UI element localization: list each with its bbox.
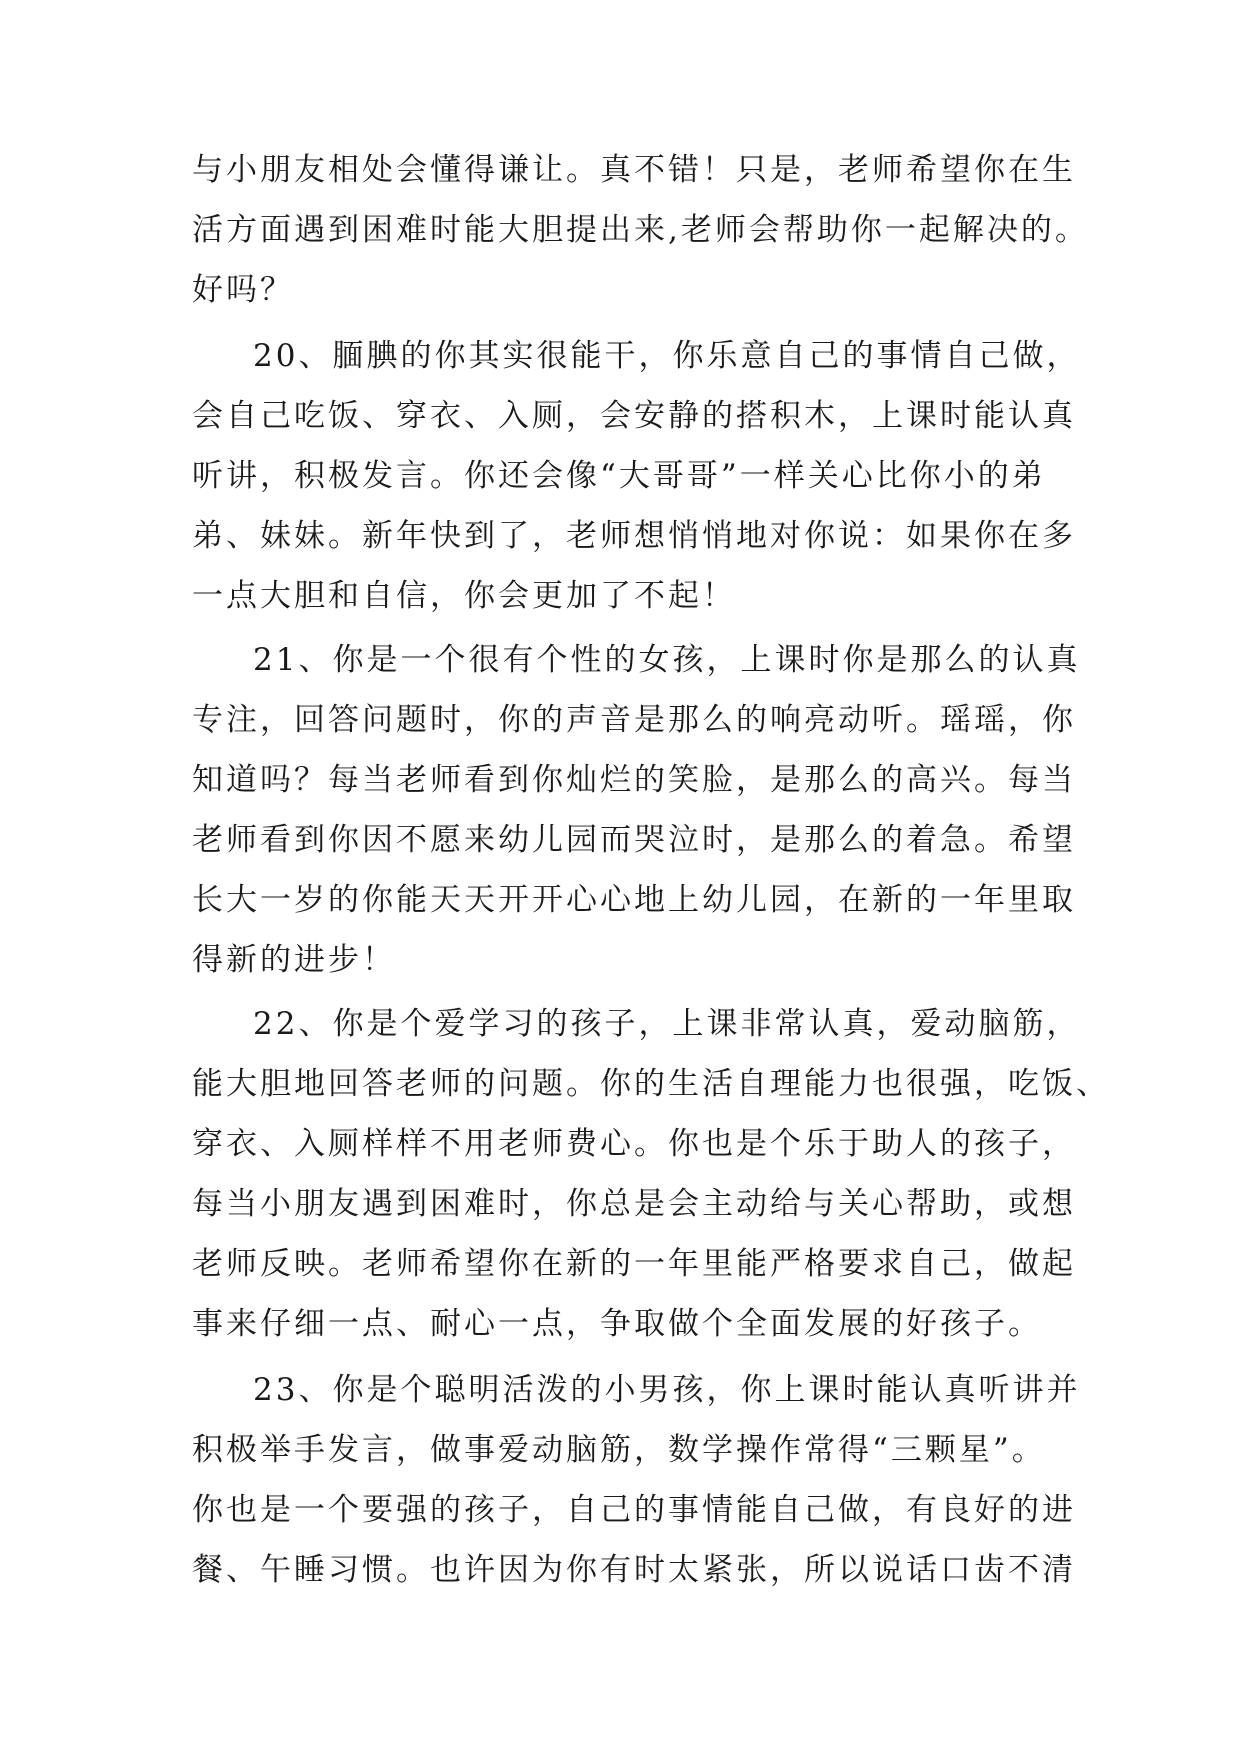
text-line: 会自己吃饭、穿衣、入厕，会安静的搭积木，上课时能认真 — [192, 398, 1076, 434]
paragraph-23-start: 23、你是个聪明活泼的小男孩，你上课时能认真听讲并 — [253, 1372, 1081, 1408]
text-line: 一点大胆和自信，你会更加了不起！ — [192, 578, 736, 614]
text-line: 得新的进步！ — [192, 942, 396, 978]
text-line: 听讲，积极发言。你还会像“大哥哥”一样关心比你小的弟 — [192, 458, 1046, 494]
text-line: 活方面遇到困难时能大胆提出来,老师会帮助你一起解决的。 — [192, 212, 1089, 248]
text-line: 好吗？ — [192, 272, 294, 308]
text-line: 老师看到你因不愿来幼儿园而哭泣时，是那么的着急。希望 — [192, 822, 1076, 858]
text-line: 事来仔细一点、耐心一点，争取做个全面发展的好孩子。 — [192, 1306, 1042, 1342]
paragraph-20-start: 20、腼腆的你其实很能干，你乐意自己的事情自己做， — [253, 338, 1081, 374]
text-line: 你也是一个要强的孩子，自己的事情能自己做，有良好的进 — [192, 1492, 1076, 1528]
paragraph-21-start: 21、你是一个很有个性的女孩，上课时你是那么的认真 — [253, 642, 1081, 678]
text-line: 餐、午睡习惯。也许因为你有时太紧张，所以说话口齿不清 — [192, 1552, 1076, 1588]
text-line: 弟、妹妹。新年快到了，老师想悄悄地对你说：如果你在多 — [192, 518, 1076, 554]
text-line: 老师反映。老师希望你在新的一年里能严格要求自己，做起 — [192, 1246, 1076, 1282]
text-line: 与小朋友相处会懂得谦让。真不错！只是，老师希望你在生 — [192, 152, 1076, 188]
text-line: 穿衣、入厕样样不用老师费心。你也是个乐于助人的孩子， — [192, 1126, 1076, 1162]
text-line: 能大胆地回答老师的问题。你的生活自理能力也很强，吃饭、 — [192, 1066, 1110, 1102]
text-line: 每当小朋友遇到困难时，你总是会主动给与关心帮助，或想 — [192, 1186, 1076, 1222]
paragraph-22-start: 22、你是个爱学习的孩子，上课非常认真，爱动脑筋， — [253, 1006, 1081, 1042]
text-line: 知道吗？每当老师看到你灿烂的笑脸，是那么的高兴。每当 — [192, 762, 1076, 798]
text-line: 长大一岁的你能天天开开心心地上幼儿园，在新的一年里取 — [192, 882, 1076, 918]
text-line: 专注，回答问题时，你的声音是那么的响亮动听。瑶瑶，你 — [192, 702, 1076, 738]
text-line: 积极举手发言，做事爱动脑筋，数学操作常得“三颗星”。 — [192, 1432, 1046, 1468]
